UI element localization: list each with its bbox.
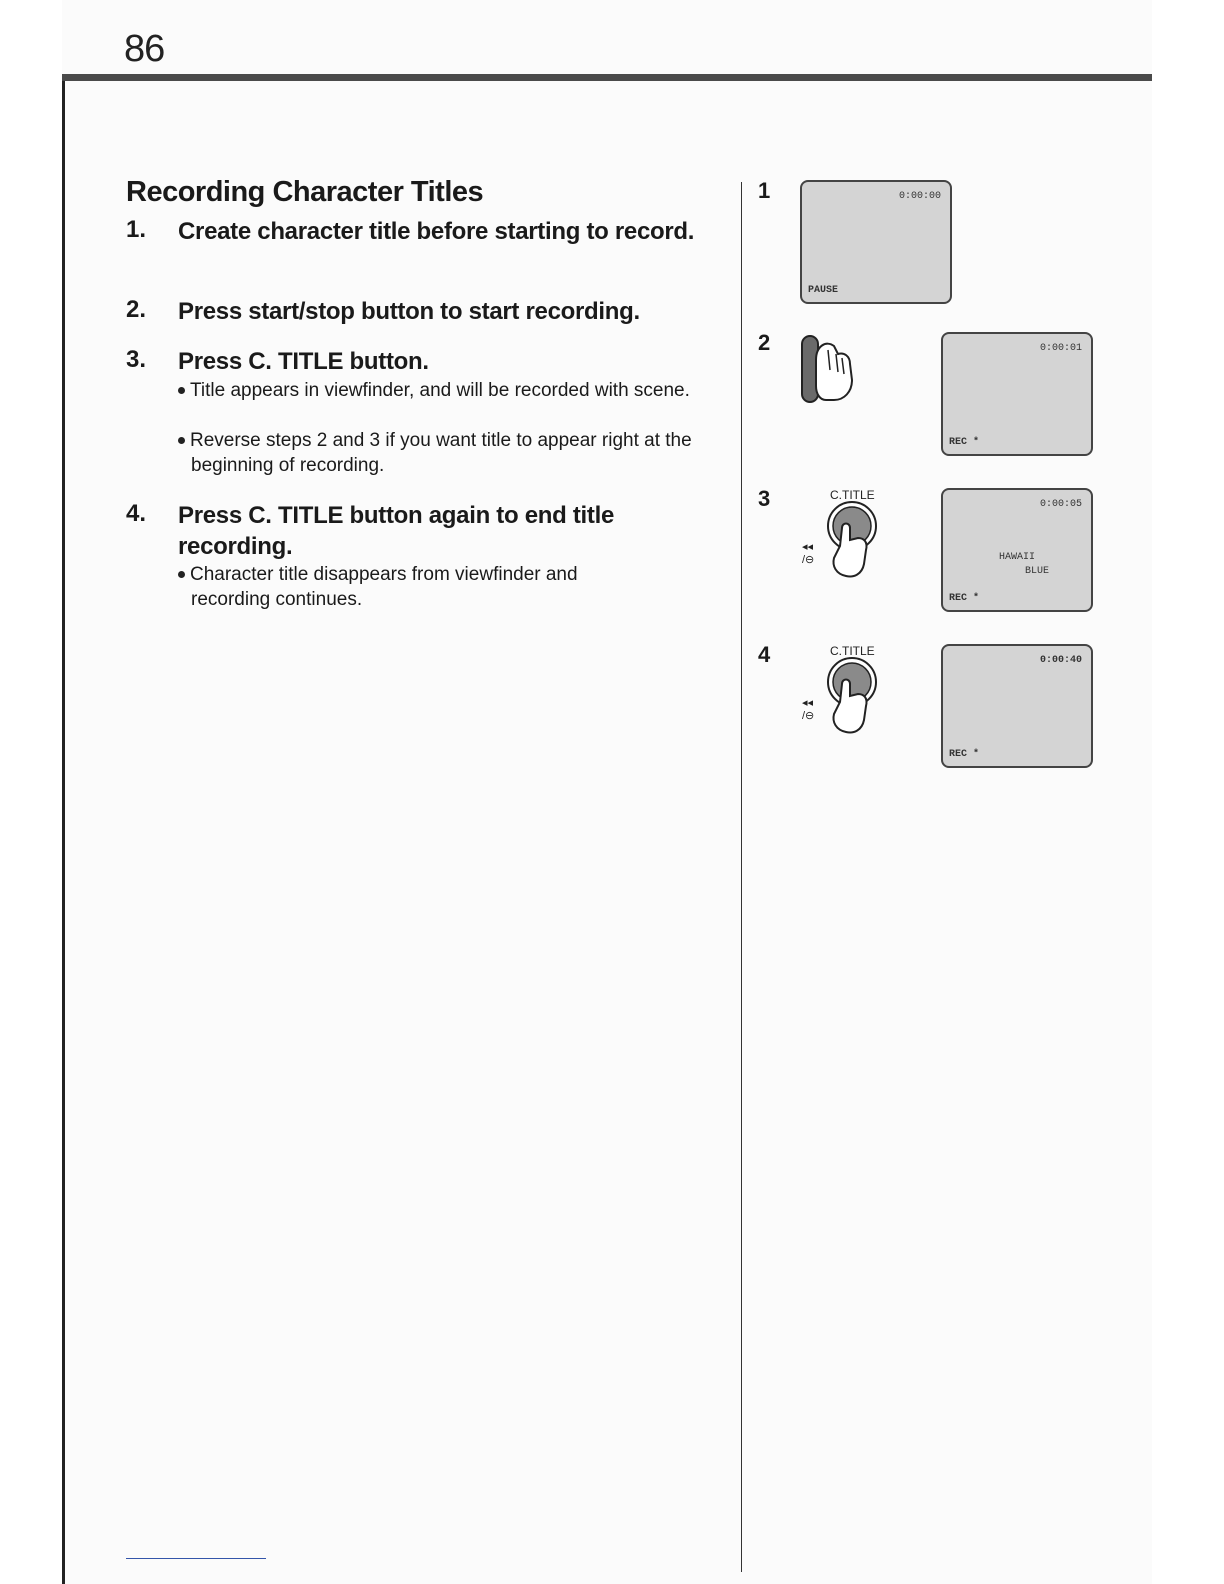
figure-number: 3 (758, 486, 771, 511)
bullet-icon (178, 571, 185, 578)
timecode: 0:00:40 (1039, 655, 1082, 666)
rewind-symbol-icon: ◂◂ /⊖ (802, 697, 815, 722)
viewfinder-screen (800, 180, 952, 304)
figure-number: 4 (758, 642, 771, 667)
timecode: 0:00:01 (1039, 343, 1082, 354)
hand-pressing-ctitle-button-icon (818, 656, 884, 738)
section-title: Recording Character Titles (126, 176, 484, 208)
page-edge-line (62, 80, 65, 1584)
step-note (178, 562, 661, 612)
title-line-1: HAWAII (998, 552, 1035, 563)
step-heading: Press start/stop button to start recording. (178, 298, 640, 325)
viewfinder-screen (941, 644, 1093, 768)
step-heading: Press C. TITLE button. (178, 348, 429, 375)
rewind-symbol-icon: ◂◂ /⊖ (802, 541, 815, 566)
step-note (178, 378, 751, 403)
bullet-icon (178, 437, 185, 444)
viewfinder-screen (941, 488, 1093, 612)
bullet-icon (178, 387, 185, 394)
hand-pressing-start-stop-icon (796, 330, 862, 406)
footnote-rule (126, 1558, 266, 1559)
status-indicator: PAUSE (808, 285, 839, 296)
status-indicator: REC * (949, 437, 980, 448)
hand-pressing-ctitle-button-icon (818, 500, 884, 582)
step-number: 4. (126, 500, 147, 527)
step-number: 1. (126, 216, 147, 243)
figure-number: 2 (758, 330, 771, 355)
viewfinder-screen (941, 332, 1093, 456)
button-label: C.TITLE (830, 644, 875, 658)
step-note (178, 428, 751, 478)
step-number: 2. (126, 296, 147, 323)
note-text: Title appears in viewfinder, and will be recorded with scene. (190, 380, 690, 401)
note-text: Character title disappears from viewfinder and recording continues. (190, 564, 578, 610)
status-indicator: REC * (949, 749, 980, 760)
page-number: 86 (124, 28, 165, 70)
figure-number: 1 (758, 178, 771, 203)
header-rule (62, 74, 1152, 81)
step-heading: Press C. TITLE button again to end title recording. (178, 502, 615, 560)
timecode: 0:00:00 (898, 191, 941, 202)
step-heading: Create character title before starting to record. (178, 218, 695, 245)
title-line-2: BLUE (1024, 566, 1049, 577)
timecode: 0:00:05 (1039, 499, 1082, 510)
note-text: Reverse steps 2 and 3 if you want title to appear right at the beginning of recording. (190, 430, 692, 476)
step-number: 3. (126, 346, 147, 373)
status-indicator: REC * (949, 593, 980, 604)
button-label: C.TITLE (830, 488, 875, 502)
